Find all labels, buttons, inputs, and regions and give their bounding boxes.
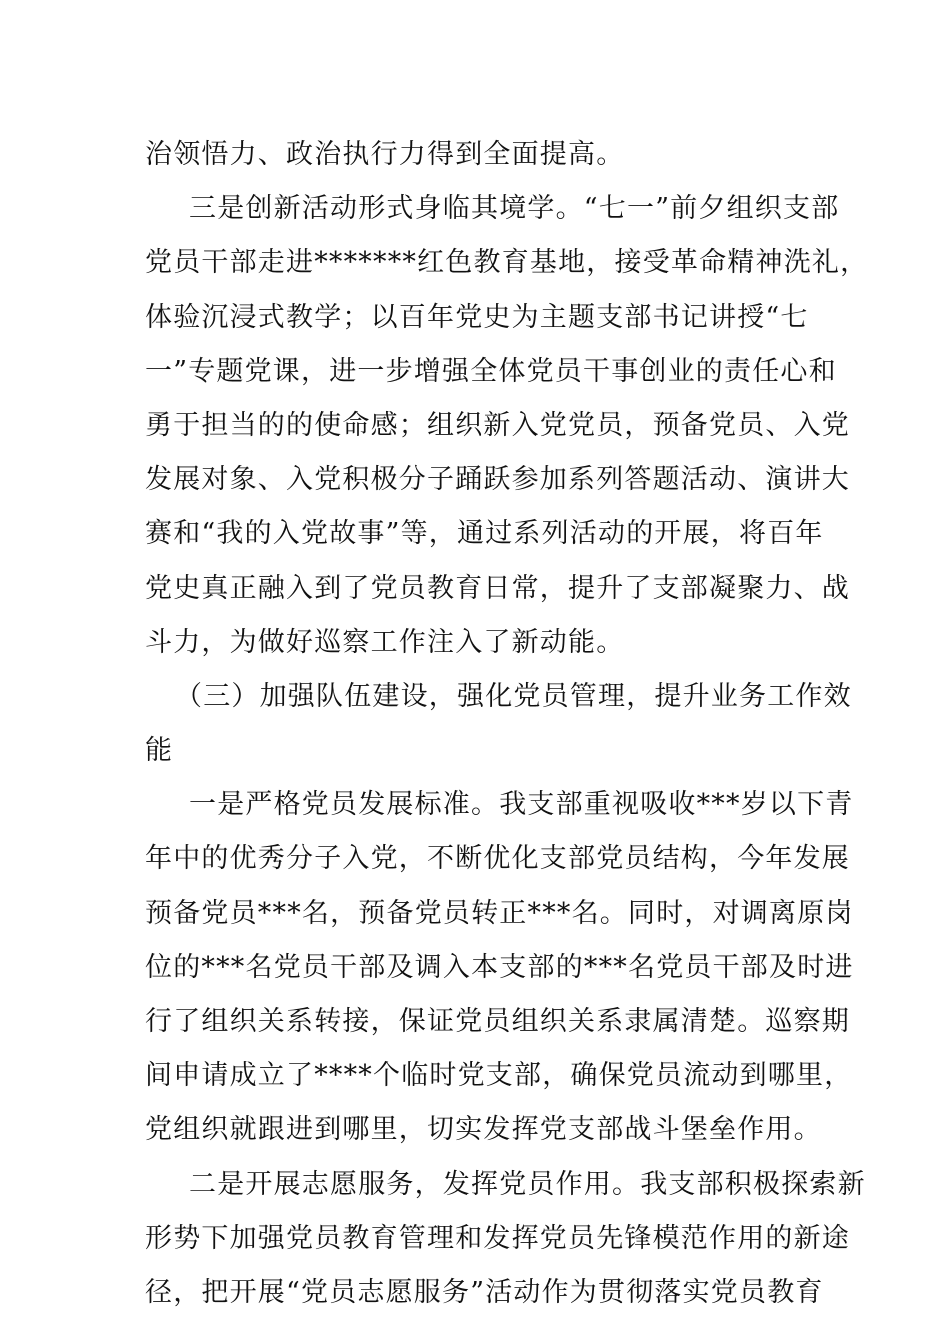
text-line: 赛和“我的入党故事”等，通过系列活动的开展，将百年 <box>145 518 824 550</box>
text-line: 径，把开展“党员志愿服务”活动作为贯彻落实党员教育 <box>145 1276 824 1308</box>
text-line: 一”专题党课，进一步增强全体党员干事创业的责任心和 <box>145 355 837 387</box>
text-line: 位的***名党员干部及调入本支部的***名党员干部及时进 <box>145 951 854 983</box>
text-line: 勇于担当的的使命感；组织新入党党员，预备党员、入党 <box>145 409 850 441</box>
paragraph-two-start: 二是开展志愿服务，发挥党员作用。我支部积极探索新 <box>189 1168 866 1200</box>
document-body <box>145 128 869 1320</box>
text-line: 党组织就跟进到哪里，切实发挥党支部战斗堡垒作用。 <box>145 1114 822 1146</box>
text-line: 斗力，为做好巡察工作注入了新动能。 <box>145 626 625 658</box>
paragraph-one-start: 一是严格党员发展标准。我支部重视吸收***岁以下青 <box>189 789 854 821</box>
text-line: 发展对象、入党积极分子踊跃参加系列答题活动、演讲大 <box>145 464 850 496</box>
text-line: 形势下加强党员教育管理和发挥党员先锋模范作用的新途 <box>145 1222 850 1254</box>
text-line: 党史真正融入到了党员教育日常，提升了支部凝聚力、战 <box>145 572 850 604</box>
paragraph-three-start: 三是创新活动形式身临其境学。“七一”前夕组织支部 <box>189 193 840 225</box>
section-heading: （三）加强队伍建设，强化党员管理，提升业务工作效 <box>175 680 852 712</box>
text-line: 间申请成立了****个临时党支部，确保党员流动到哪里， <box>145 1060 853 1092</box>
text-line: 体验沉浸式教学；以百年党史为主题支部书记讲授“七 <box>145 301 809 333</box>
text-line: 党员干部走进*******红色教育基地，接受革命精神洗礼， <box>145 247 869 279</box>
section-heading-continued: 能 <box>145 735 174 767</box>
text-line: 治领悟力、政治执行力得到全面提高。 <box>145 139 625 170</box>
text-line: 行了组织关系转接，保证党员组织关系隶属清楚。巡察期 <box>145 1006 850 1037</box>
text-line: 年中的优秀分子入党，不断优化支部党员结构，今年发展 <box>145 843 850 875</box>
text-line: 预备党员***名，预备党员转正***名。同时，对调离原岗 <box>145 897 854 929</box>
